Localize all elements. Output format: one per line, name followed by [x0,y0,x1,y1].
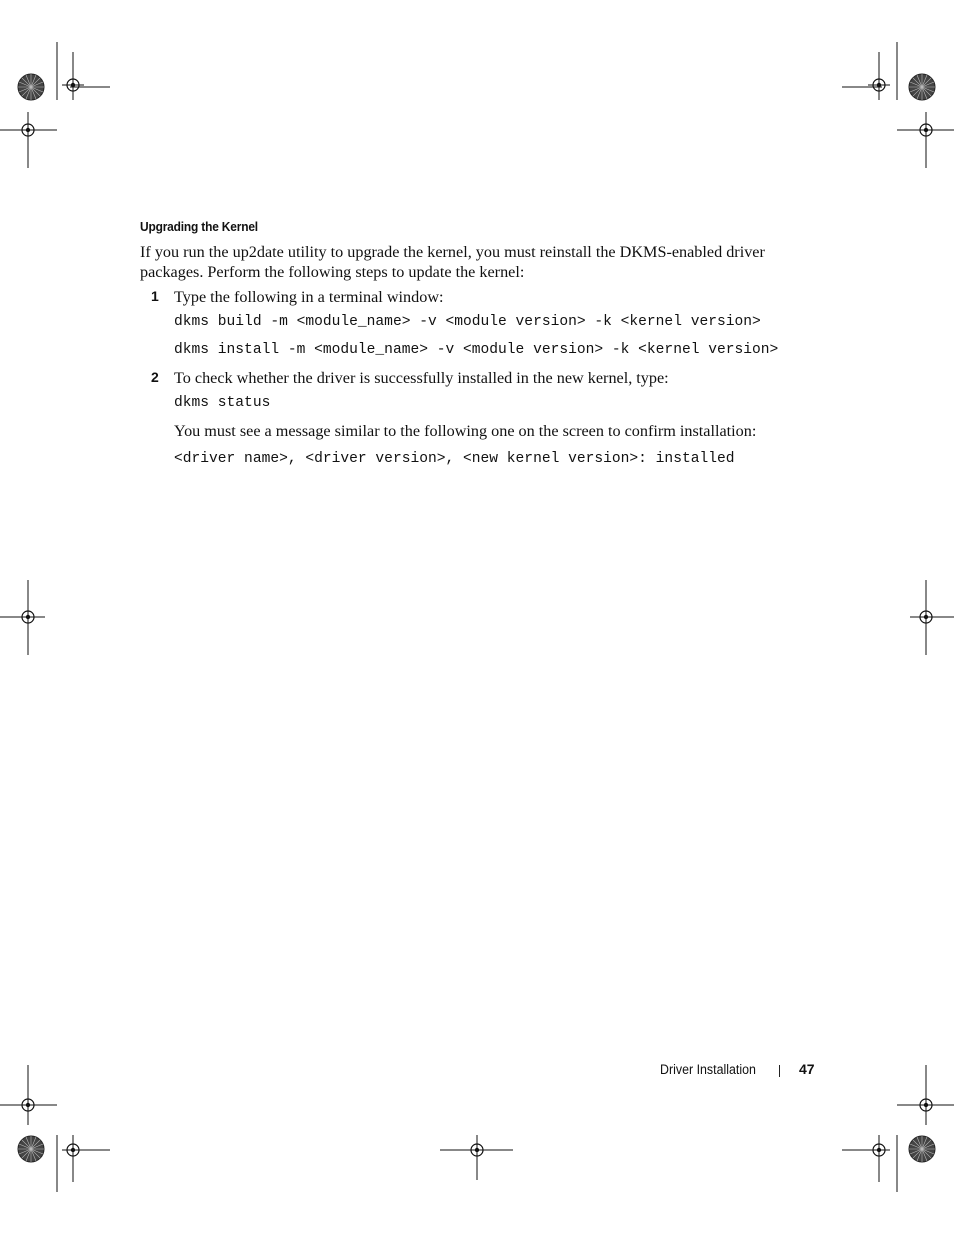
intro-paragraph: If you run the up2date utility to upgrade the kernel, you must reinstall the DKMS-enabled driver packages. Perform the following steps to update the kernel: [140,243,765,281]
registration-mark-middle-left [0,580,45,655]
step-number: 2 [151,369,159,385]
code-line: dkms build -m <module_name> -v <module version> -k <kernel version> [174,314,761,330]
code-line: dkms install -m <module_name> -v <module version> -k <kernel version> [174,342,779,358]
registration-mark-top-left [0,42,110,168]
footer-separator [779,1065,780,1077]
step-number: 1 [151,288,159,304]
footer-section-title: Driver Installation [660,1062,756,1077]
section-heading: Upgrading the Kernel [140,219,258,234]
code-line: <driver name>, <driver version>, <new kernel version>: installed [174,451,735,467]
code-line: dkms status [174,395,271,411]
registration-mark-bottom-left [0,1065,110,1192]
page-number: 47 [799,1061,815,1077]
step-note: You must see a message similar to the following one on the screen to confirm installation: [174,422,757,440]
step-text: To check whether the driver is successfully installed in the new kernel, type: [174,369,669,387]
registration-mark-bottom-center [440,1135,513,1180]
registration-mark-bottom-right [842,1065,954,1192]
registration-mark-middle-right [910,580,954,655]
registration-mark-top-right [842,42,954,168]
step-text: Type the following in a terminal window: [174,288,444,306]
